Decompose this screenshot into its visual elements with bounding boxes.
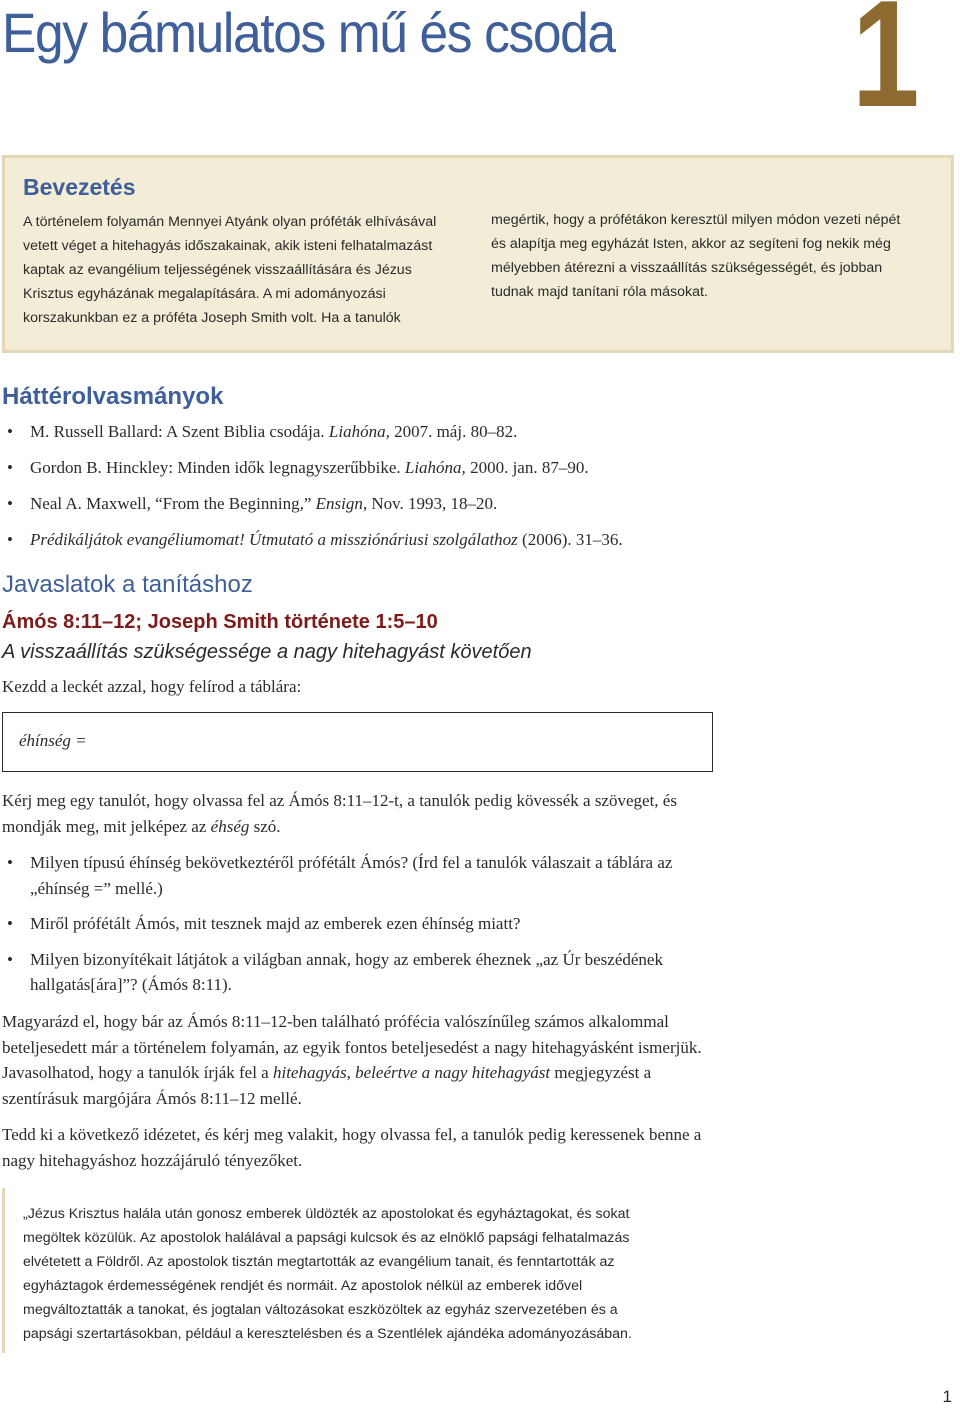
intro-line: Krisztus egyházának megalapítására. A mi adományozási (23, 286, 386, 302)
list-item: • Miről prófétált Ámós, mit tesznek majd az emberek ezen éhínség miatt? (2, 911, 722, 937)
paragraph-text: Magyarázd el, hogy bár az Ámós 8:11–12-ben található prófécia valószínűleg számos alkalommal beteljesedett már a történelem folyamán, az egyik fontos beteljesedést a nagy hitehagyásként ismerjük. Javasolhatod, hogy a tanulók írják fel a (2, 1012, 702, 1082)
intro-line: mélyebben átérezni a visszaállítás szükségességét, és jobban (491, 260, 883, 276)
paragraph: Tedd ki a következő idézetet, és kérj meg valakit, hogy olvassa fel, a tanulók pedig keressenek benne a nagy hitehagyáshoz hozzájáruló tényezőket. (2, 1125, 702, 1170)
list-item (2, 421, 623, 457)
intro-line: megértik, hogy a prófétákon keresztül milyen módon vezeti népét (491, 212, 901, 228)
intro-line: kaptak az evangélium teljességének visszaállítására és Jézus (23, 262, 412, 278)
teaching-suggestions-heading: Javaslatok a tanításhoz (2, 571, 253, 598)
reading-source: Liahóna, (404, 458, 466, 477)
intro-box (2, 155, 954, 353)
intro-right-column (491, 208, 939, 304)
intro-line: korszakunkban ez a próféta Joseph Smith volt. Ha a tanulók (23, 310, 401, 326)
board-box (2, 712, 713, 772)
list-item (2, 493, 623, 529)
lesson-subtitle: A visszaállítás szükségessége a nagy hitehagyást követően (2, 641, 532, 663)
quote-line: megváltoztatták a tanokat, és jogtalan változásokat eszközöltek az egyház szervezetében és a (23, 1302, 618, 1318)
paragraph-emphasis: hitehagyás, beleértve a nagy hitehagyást (272, 1063, 551, 1082)
list-item: • Milyen bizonyítékait látjátok a világban annak, hogy az emberek éheznek „az Úr beszédének hallgatás[ára]”? (Ámós 8:11). (2, 947, 722, 998)
quote-box (2, 1188, 675, 1353)
intro-heading: Bevezetés (23, 174, 136, 200)
quote-line: megöltek közülük. Az apostolok halálával a papsági kulcsok és az elnöklő papsági felhatalmazás (23, 1230, 630, 1246)
reading-text: M. Russell Ballard: A Szent Biblia csodája. (30, 422, 329, 441)
quote-line: elvétetett a Földről. Az apostolok tisztán megtartották az evangélium tanait, és fenntartották az (23, 1254, 615, 1270)
chapter-number: 1 (852, 0, 920, 139)
intro-left-column (23, 210, 468, 330)
reading-pages: 2007. máj. 80–82. (389, 422, 518, 441)
intro-line: vetett véget a hitehagyás időszakainak, akik isteni felhatalmazást (23, 238, 433, 254)
reading-pages: Nov. 1993, 18–20. (367, 494, 498, 513)
paragraph-emphasis: éhség (210, 816, 250, 836)
board-text: éhínség = (19, 731, 87, 750)
quote-text (23, 1202, 663, 1346)
quote-line: egyháztagok érdemességének rendjét és normáit. Az apostolok nélkül az emberek idővel (23, 1278, 583, 1294)
question-list (2, 850, 722, 1008)
page-number: 1 (942, 1387, 952, 1406)
paragraph (2, 788, 702, 839)
reading-source: Ensign, (315, 494, 368, 513)
intro-line: A történelem folyamán Mennyei Atyánk olyan próféták elhívásával (23, 214, 437, 230)
reading-pages: (2006). 31–36. (517, 530, 623, 549)
list-item (2, 457, 623, 493)
paragraph-text: szó. (249, 816, 281, 836)
paragraph-text: megjegyzést a szentírásuk margójára Ámós 8:11–12 mellé. (2, 1063, 652, 1108)
list-item (2, 529, 623, 565)
quote-line: „Jézus Krisztus halála után gonosz emberek üldözték az apostolokat és egyháztagokat, és sokat (23, 1206, 630, 1222)
scripture-reference: Ámós 8:11–12; Joseph Smith története 1:5–10 (2, 611, 438, 633)
background-reading-list (2, 421, 623, 565)
list-item: • Milyen típusú éhínség bekövetkeztéről prófétált Ámós? (Írd fel a tanulók válaszait a táblára az „éhínség =” mellé.) (2, 850, 722, 901)
intro-line: tudnak majd tanítani róla másokat. (491, 284, 708, 300)
reading-pages: 2000. jan. 87–90. (465, 458, 589, 477)
reading-text: Neal A. Maxwell, “From the Beginning,” (30, 494, 316, 513)
reading-source: Liahóna, (328, 422, 390, 441)
quote-line: papsági szertartásokban, például a keresztelésben és a Szentlélek ajándéka adományozásában. (23, 1326, 632, 1342)
paragraph (2, 1009, 702, 1111)
reading-source: Prédikáljátok evangéliumomat! Útmutató a missziónáriusi szolgálathoz (30, 530, 518, 549)
paragraph: Kezdd a leckét azzal, hogy felírod a táblára: (2, 677, 302, 696)
background-reading-heading: Háttérolvasmányok (2, 383, 224, 410)
paragraph-text: Kérj meg egy tanulót, hogy olvassa fel az Ámós 8:11–12-t, a tanulók pedig kövessék a szöveget, és mondják meg, mit jelképez az (2, 791, 677, 836)
intro-line: és alapítja meg egyházát Isten, akkor az segíteni fog nekik még (491, 236, 891, 252)
reading-text: Gordon B. Hinckley: Minden idők legnagyszerűbbike. (30, 458, 405, 477)
page-title: Egy bámulatos mű és csoda (2, 1, 615, 64)
